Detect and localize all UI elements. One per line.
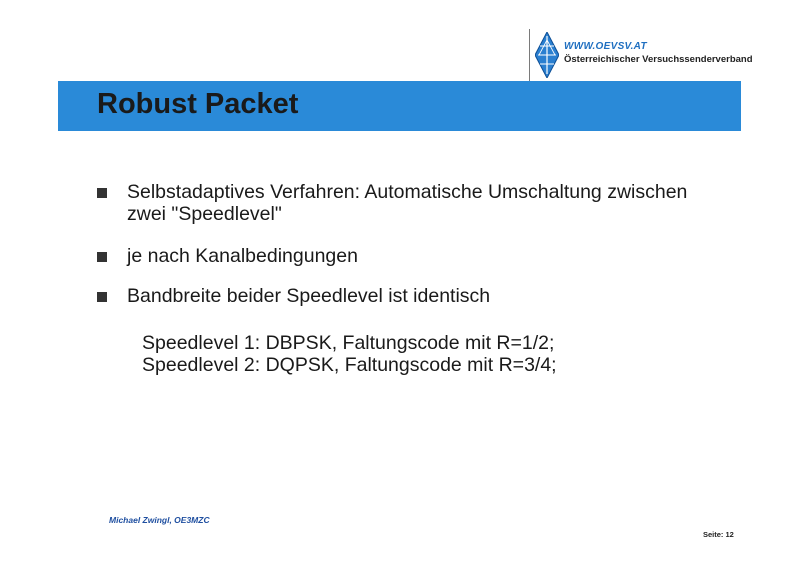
- square-bullet-icon: [97, 188, 107, 198]
- page-number: Seite: 12: [703, 530, 734, 539]
- bullet-text: Selbstadaptives Verfahren: Automatische Umschaltung zwischen zwei "Speedlevel": [127, 181, 688, 225]
- speedlevel-details: [142, 332, 702, 376]
- bullet-text: Bandbreite beider Speedlevel ist identisch: [127, 285, 491, 307]
- diamond-antenna-icon: [535, 32, 559, 78]
- speedlevel-line: Speedlevel 2: DQPSK, Faltungscode mit R=3/4;: [142, 354, 557, 376]
- logo-organization: Österreichischer Versuchssenderverband: [564, 54, 753, 65]
- square-bullet-icon: [97, 292, 107, 302]
- logo-url: WWW.OEVSV.AT: [564, 41, 647, 52]
- slide-title: Robust Packet: [97, 88, 299, 120]
- logo: [529, 29, 753, 81]
- square-bullet-icon: [97, 252, 107, 262]
- title-bar: [58, 81, 741, 131]
- author: Michael Zwingl, OE3MZC: [109, 515, 210, 525]
- speedlevel-line: Speedlevel 1: DBPSK, Faltungscode mit R=1/2;: [142, 332, 555, 354]
- bullet-text: je nach Kanalbedingungen: [127, 245, 358, 267]
